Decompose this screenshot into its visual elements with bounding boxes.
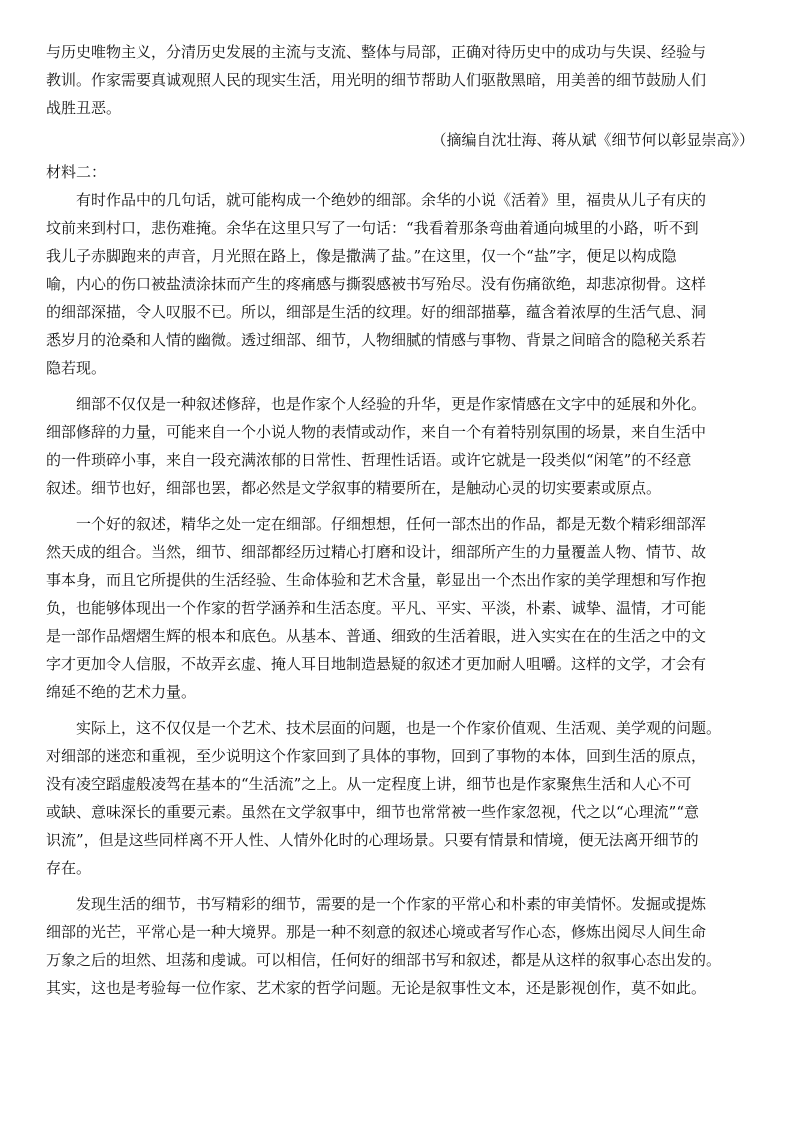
text-line: 有时作品中的几句话，就可能构成一个绝妙的细部。余华的小说《活着》里，福贵从儿子有庆的	[76, 191, 707, 209]
text-line: 识流”，但是这些同样离不开人性、人情外化时的心理场景。只要有情景和情境，便无法离开细节的	[46, 831, 699, 849]
paragraph-4	[46, 714, 758, 882]
text-line: 一个好的叙述，精华之处一定在细部。仔细想想，任何一部杰出的作品，都是无数个精彩细部浑	[76, 515, 707, 533]
paragraph-1	[46, 186, 758, 382]
text-line: 然天成的组合。当然，细节、细部都经历过精心打磨和设计，细部所产生的力量覆盖人物、情节、故	[46, 543, 707, 561]
text-line: 坟前来到村口，悲伤难掩。余华在这里只写了一句话：“我看着那条弯曲着通向城里的小路，听不到	[46, 219, 699, 237]
paragraph-3	[46, 510, 758, 706]
paragraph-2	[46, 390, 758, 502]
text-line: 绵延不绝的艺术力量。	[46, 683, 197, 701]
text-line: 发现生活的细节，书写精彩的细节，需要的是一个作家的平常心和朴素的审美情怀。发掘或提炼	[76, 895, 707, 913]
text-line: 的细部深描，令人叹服不已。所以，细部是生活的纹理。好的细部描摹，蕴含着浓厚的生活气息、洞	[46, 303, 707, 321]
text-line: 事本身，而且它所提供的生活经验、生命体验和艺术含量，彰显出一个杰出作家的美学理想和写作抱	[46, 571, 707, 589]
text-line: 的一件琐碎小事，来自一段充满浓郁的日常性、哲理性话语。或许它就是一段类似“闲笔”的不经意	[46, 451, 692, 469]
section-heading: 材料二：	[46, 163, 107, 181]
text-line: 负，也能够体现出一个作家的哲学涵养和生活态度。平凡、平实、平淡，朴素、诚挚、温情，才可能	[46, 599, 707, 617]
text-line: 字才更加令人信服，不故弄玄虚、掩人耳目地制造悬疑的叙述才更加耐人咀嚼。这样的文学，才会有	[46, 655, 707, 673]
text-line: 与历史唯物主义，分清历史发展的主流与支流、整体与局部，正确对待历史中的成功与失误、经验与	[46, 43, 707, 61]
text-line: 悉岁月的沧桑和人情的幽微。透过细部、细节，人物细腻的情感与事物、背景之间暗含的隐秘关系若	[46, 331, 707, 349]
text-line: 细部不仅仅是一种叙述修辞，也是作家个人经验的升华，更是作家情感在文字中的延展和外化。	[76, 395, 707, 413]
text-line: 或缺、意味深长的重要元素。虽然在文学叙事中，细节也常常被一些作家忽视，代之以“心理流”“意	[46, 803, 700, 821]
text-line: 细部修辞的力量，可能来自一个小说人物的表情或动作，来自一个有着特别氛围的场景，来自生活中	[46, 423, 707, 441]
text-line: 我儿子赤脚跑来的声音，月光照在路上，像是撒满了盐。”在这里，仅一个“盐”字，便足以构成隐	[46, 247, 677, 265]
text-line: 实际上，这不仅仅是一个艺术、技术层面的问题，也是一个作家价值观、生活观、美学观的问题。	[76, 719, 722, 737]
text-line: 是一部作品熠熠生辉的根本和底色。从基本、普通、细致的生活着眼，进入实实在在的生活之中的文	[46, 627, 707, 645]
text-line: 没有凌空蹈虚般凌驾在基本的“生活流”之上。从一定程度上讲，细节也是作家聚焦生活和人心不可	[46, 775, 692, 793]
text-line: 存在。	[46, 859, 92, 877]
text-line: 教训。作家需要真诚观照人民的现实生活，用光明的细节帮助人们驱散黑暗，用美善的细节鼓励人们	[46, 71, 707, 89]
text-line: 隐若现。	[46, 359, 107, 377]
document-page	[46, 38, 758, 1002]
text-line: 战胜丑恶。	[46, 99, 122, 117]
paragraph-5	[46, 890, 758, 1002]
text-line: 喻，内心的伤口被盐渍涂抹而产生的疼痛感与撕裂感被书写殆尽。没有伤痛欲绝，却悲凉彻骨。这样	[46, 275, 707, 293]
text-line: 万象之后的坦然、坦荡和虔诚。可以相信，任何好的细部书写和叙述，都是从这样的叙事心态出发的。	[46, 951, 722, 969]
text-line: 细部的光芒，平常心是一种大境界。那是一种不刻意的叙述心境或者写作心态，修炼出阅尽人间生命	[46, 923, 707, 941]
intro-paragraph	[46, 38, 758, 122]
source-citation: （摘编自沈壮海、蒋从斌《细节何以彰显崇高》）	[431, 131, 754, 149]
text-line: 其实，这也是考验每一位作家、艺术家的哲学问题。无论是叙事性文本，还是影视创作，莫不如此。	[46, 979, 707, 997]
text-line: 对细部的迷恋和重视，至少说明这个作家回到了具体的事物，回到了事物的本体，回到生活的原点，	[46, 747, 707, 765]
text-line: 叙述。细节也好，细部也罢，都必然是文学叙事的精要所在，是触动心灵的切实要素或原点。	[46, 479, 662, 497]
